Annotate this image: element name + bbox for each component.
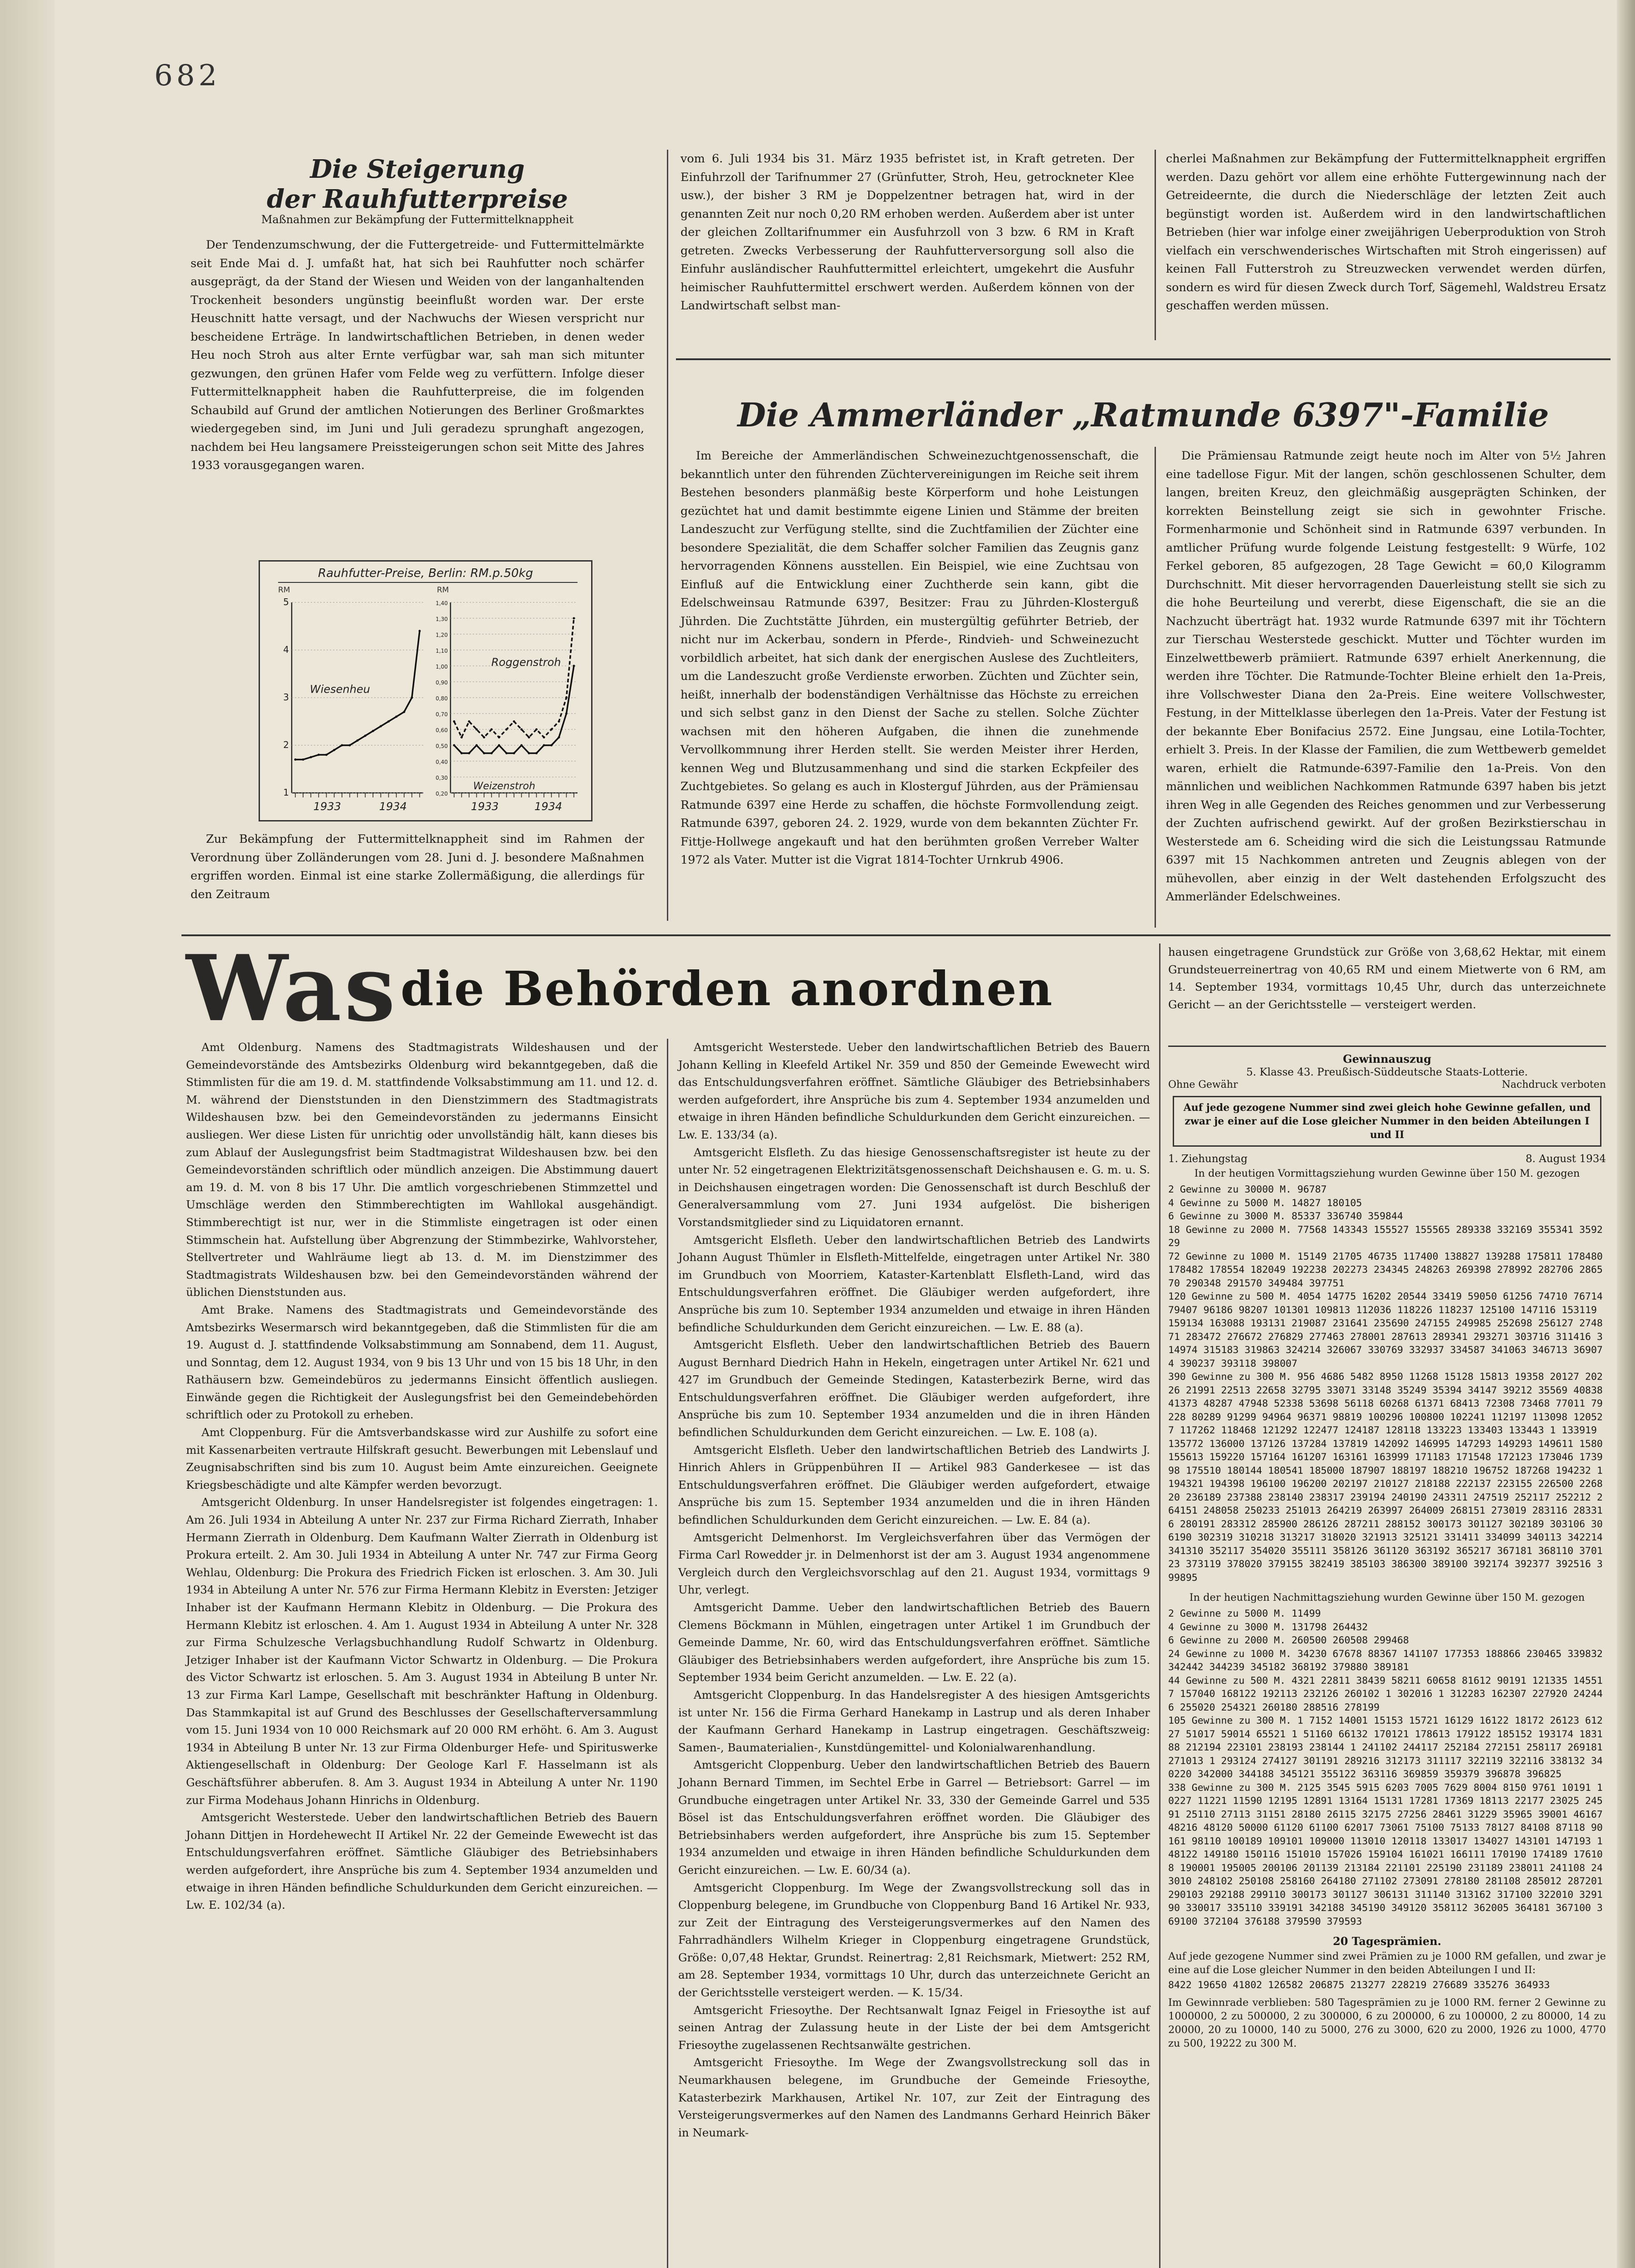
article3-column1 <box>186 1039 658 2268</box>
premium-heading: 20 Tagesprämien. <box>1333 1935 1441 1948</box>
chart-y-tick-label: 1 <box>283 787 289 798</box>
chart-y-tick-label: 1,30 <box>436 616 448 622</box>
afternoon-numbers: 2 Gewinne zu 5000 M. 11499 4 Gewinne zu 3000 M. 131798 264432 6 Gewinne zu 2000 M. 260500 260508 299468 24 Gewinne zu 1000 M. 34230 67678 88367 141107 177353 188866 230465 339832 342442 344239 345182 368192 379880 389181 44 Gewinne zu 500 M. 4321 22811 38439 58211 60658 81612 90191 121335 145517 157040 168122 192113 232126 260102 1 302016 1 312283 162307 227920 242446 255020 254321 260180 288516 278199 105 Gewinne zu 300 M. 1 7152 14001 15153 15721 16129 16122 18172 26123 61227 51017 59014 65521 1 51160 66132 170121 178613 179122 185152 193174 183188 212194 223101 238193 238144 1 241102 244117 252184 272151 258117 269181 271013 1 293124 274127 301191 289216 312173 311117 322119 322116 338132 340220 342000 344188 345121 355122 363116 369859 359379 396878 396825 338 Gewinne zu 300 M. 2125 3545 5915 6203 7005 7629 8004 8150 9761 10191 10227 11221 11590 12195 12891 13164 15131 17281 17369 18113 22177 23025 24591 25110 27113 31151 28180 26115 32175 27256 28461 31229 35965 39001 46167 48216 48120 50000 61120 61100 62017 73061 75100 75133 78127 84108 87118 90161 98110 100189 109101 109000 113010 120118 133017 134027 143101 147193 148122 149180 150116 151010 157026 159104 161021 166111 170190 174189 176108 190001 195005 200106 201139 213184 221101 225190 231189 238011 241108 243010 248102 250108 258160 264180 271102 273091 278180 281108 285012 287201 290103 292188 299110 300173 301127 306131 311140 313162 317100 322010 329190 330017 335110 339191 342188 345190 349120 358112 362005 364181 367100 369100 372104 376188 379590 379593 <box>1168 1608 1603 1927</box>
article3-paragraph: Amtsgericht Cloppenburg. Ueber den landwirtschaftlichen Betrieb des Bauern Johann Bernard Timmen, im Sechtel Erbe in Garrel — Betriebsort: Garrel — im Grundbuche eingetragen unter Artikel Nr. 33, 330 der Gemeinde Garrel und 535 Bösel ist das Entschuldungsverfahren eröffnet worden. Die Gläubiger des Betriebsinhabers werden aufgefordert, ihre Ansprüche bis zum 15. September 1934 anzumelden und etwaige in ihren Händen befindliche Schuldurkunden dem Gericht einzureichen. — Lw. E. 60/34 (a). <box>678 1758 1150 1877</box>
article3-paragraph: Amt Cloppenburg. Für die Amtsverbandskasse wird zur Aushilfe zu sofort eine mit Kassenarbeiten vertraute Hilfskraft gesucht. Bewerbungen mit Lebenslauf und Zeugnisabschriften sind bis zum 10. August beim Amte einzureichen. Geeignete Kriegsbeschädigte und alte Kämpfer werden bevorzugt. <box>186 1426 658 1491</box>
chart-point <box>364 735 367 737</box>
chart-y-unit: RM <box>278 586 290 595</box>
chart-point <box>505 752 508 754</box>
afternoon-intro: In der heutigen Nachmittagsziehung wurden Gewinne über 150 M. gezogen <box>1189 1592 1585 1603</box>
article1-paragraph: Zur Bekämpfung der Futtermittelknappheit sind im Rahmen der Verordnung über Zolländerungen vom 28. Juni d. J. besondere Maßnahmen ergriffen worden. Einmal ist eine starke Zollermäßigung, die allerdings für den Zeitraum <box>191 832 644 901</box>
chart-point <box>403 711 405 713</box>
column-divider <box>667 1039 668 2268</box>
article1-title-line1: Die Steigerung <box>310 154 525 184</box>
morning-intro: In der heutigen Vormittagsziehung wurden Gewinne über 150 M. gezogen <box>1194 1168 1580 1179</box>
chart-y-tick-label: 2 <box>283 739 289 750</box>
chart-y-tick-label: 0,60 <box>436 727 448 733</box>
chart-y-tick-label: 1,40 <box>436 600 448 606</box>
article3-column1-text <box>186 1039 658 1914</box>
reprint-label: Nachdruck verboten <box>1502 1079 1606 1090</box>
chart-point <box>468 720 470 723</box>
chart-point <box>528 752 530 754</box>
chart-y-tick-label: 0,80 <box>436 695 448 702</box>
chart-point <box>535 752 538 754</box>
article1-title-line2: der Rauhfutterpreise <box>267 184 568 214</box>
chart-point <box>325 754 328 756</box>
article3-paragraph: hausen eingetragene Grundstück zur Größe von 3,68,62 Hektar, mit einem Grundsteuerreinertrag von 40,65 RM und einem Mietwerte von 6 RM, am 14. September 1934, vormittags 10,45 Uhr, durch das unterzeichnete Gericht — an der Gerichtsstelle — versteigert werden. <box>1168 945 1606 1011</box>
chart-point <box>565 713 568 715</box>
article1-paragraph: cherlei Maßnahmen zur Bekämpfung der Futtermittelknappheit ergriffen werden. Dazu gehört vor allem eine erhöhte Futtergewinnung nach der Getreideernte, die durch die Niederschläge der letzten Zeit auch begünstigt worden ist. Außerdem wird in den landwirtschaftlichen Betrieben (hier war infolge einer zweijährigen Ueberproduktion von Stroh vielfach ein verschwenderisches Wirtschaften mit Stroh eingerissen) auf keinen Fall Futterstroh zu Streuzwecken verwendet werden dürfen, sondern es wird für diesen Zweck durch Torf, Sägemehl, Waldstreu Ersatz geschaffen werden müssen. <box>1166 152 1606 313</box>
article1-body-part4 <box>1166 150 1606 340</box>
chart-point <box>535 728 538 731</box>
chart-point <box>498 744 500 747</box>
article2-title: Die Ammerländer „Ratmunde 6397"-Familie <box>737 396 1549 434</box>
article3-paragraph: Amtsgericht Elsfleth. Ueber den landwirtschaftlichen Betrieb des Landwirts J. Hinrich Ahlers in Grüppenbühren II — Artikel 983 Ganderkesee — ist das Entschuldungsverfahren eröffnet. Die Gläubiger werden aufgefordert, etwaige Ansprüche bis zum 15. September 1934 anzumelden und die in ihren Händen befindlichen Schuldurkunden dem Gericht einzureichen. — Lw. E. 84 (a). <box>678 1443 1150 1527</box>
chart-series-label: Roggenstroh <box>491 656 561 669</box>
article1-paragraph: vom 6. Juli 1934 bis 31. März 1935 befristet ist, in Kraft getreten. Der Einfuhrzoll der Tarifnummer 27 (Grünfutter, Stroh, Heu, getrockneter Klee usw.), der bisher 3 RM je Doppelzentner betragen hat, wird in der genannten Zeit nur noch 0,20 RM erhoben werden. Außerdem aber ist unter der gleichen Zolltarifnummer ein Ausfuhrzoll von 3 bzw. 6 RM in Kraft getreten. Zwecks Verbesserung der Rauhfutterversorgung soll also die Einfuhr ausländischer Rauhfuttermittel erleichtert, umgekehrt die Ausfuhr heimischer Rauhfuttermittel erschwert werden. Außerdem können von der Landwirtschaft selbst man- <box>680 152 1134 313</box>
lottery-results <box>1168 1052 1606 2268</box>
chart-point <box>475 744 478 747</box>
draw-day: 1. Ziehungstag <box>1168 1153 1248 1165</box>
chart-svg <box>260 562 591 820</box>
chart-y-tick-label: 3 <box>283 692 289 703</box>
chart-y-tick-label: 0,40 <box>436 759 448 765</box>
chart-point <box>513 752 515 754</box>
article3-paragraph: Amtsgericht Cloppenburg. Im Wege der Zwangsvollstreckung soll das in Cloppenburg belegene, im Grundbuche von Cloppenburg Band 16 Artikel Nr. 933, zur Zeit der Eintragung des Versteigerungsvermerkes auf den Namen des Fahrradhändlers Wilhelm Krieger in Cloppenburg eingetragene Grundstück, Größe: 0,07,48 Hektar, Grundst. Reinertrag: 2,81 Reichsmark, Mietwert: 252 RM, am 28. September 1934, vormittags 10 Uhr, durch das unterzeichnete Gericht an der Gerichtsstelle versteigert werden. — K. 15/34. <box>678 1881 1150 1999</box>
chart-x-label: 1934 <box>379 800 407 813</box>
chart-point <box>520 728 523 731</box>
chart-point <box>483 752 485 754</box>
article3-paragraph: Amtsgericht Elsfleth. Zu das hiesige Genossenschaftsregister ist heute zu der unter Nr. 52 eingetragenen Elektrizitätsgenossenschaft Deichshausen e. G. m. u. S. in Deichshausen eingetragen worden: Die Genossenschaft ist durch Beschluß der Generalversammlung vom 27. Juni 1934 aufgelöst. Die bisherigen Vorstandsmitglieder sind zu Liquidatoren ernannt. <box>678 1145 1150 1229</box>
chart-point <box>573 665 575 667</box>
chart-y-tick-label: 1,10 <box>436 648 448 654</box>
article3-column2-text <box>678 1039 1150 2141</box>
chart-x-label: 1934 <box>534 800 563 813</box>
draw-day-row <box>1168 1153 1606 1165</box>
chart-point <box>318 754 320 756</box>
chart-point <box>411 697 413 699</box>
article3-column3-top <box>1168 943 1606 1061</box>
morning-numbers: 2 Gewinne zu 30000 M. 96787 4 Gewinne zu 5000 M. 14827 180105 6 Gewinne zu 3000 M. 85337 336740 359844 18 Gewinne zu 2000 M. 77568 143343 155527 155565 289338 332169 355341 359229 72 Gewinne zu 1000 M. 15149 21705 46735 117400 138827 139288 175811 178480 178482 178554 182049 192238 202273 234345 248263 269398 278992 282706 286570 290348 291570 349484 397751 120 Gewinne zu 500 M. 4054 14775 16202 20544 33419 59050 61256 74710 76714 79407 96186 98207 101301 109813 112036 118226 118237 125100 147116 153119 159134 163088 193131 219087 231641 235690 247155 249985 252698 256127 274871 283472 276672 276829 277463 278001 287613 289341 293271 303716 311416 314974 315183 319863 324214 326067 330769 332937 334587 341063 346713 369074 390237 393118 398007 390 Gewinne zu 300 M. 956 4686 5482 8950 11268 15128 15813 19358 20127 20226 21991 22513 22658 32795 33071 33148 35249 35394 34147 39212 35569 40838 41373 48287 47948 52338 53698 56118 60268 61371 68413 72308 73468 77011 79228 80289 91299 94964 96371 98819 100296 100800 102241 112197 113098 120527 117262 118468 121292 122477 124187 128118 133223 133403 133443 1 133919 135772 136000 137126 137284 137819 142092 146995 147293 149293 149611 1580 155613 159220 157164 161207 163161 163999 171183 171548 172123 173046 173998 175510 180144 180541 185000 187907 188197 188210 196752 187268 194232 1 194321 194398 196100 196200 202197 210127 218188 222137 223155 226500 226820 236189 237388 238140 238317 239194 240190 243311 247519 252117 252212 264151 248058 250233 251013 264219 263997 264009 268151 273019 283116 283316 280191 283312 285900 286126 287211 288152 300173 301127 302189 303106 306190 302319 310218 313217 318020 321913 325121 331411 334099 340113 342214 341310 352117 354020 355111 358126 361120 363192 365217 367181 368110 370123 373119 378020 379155 382419 385103 386300 389100 392174 392377 392516 399895 <box>1168 1184 1603 1584</box>
article3-paragraph: Amtsgericht Damme. Ueber den landwirtschaftlichen Betrieb des Bauern Clemens Böckmann in Mühlen, eingetragen unter Artikel 1 im Grundbuch der Gemeinde Damme, Nr. 60, wird das Entschuldungsverfahren eröffnet. Sämtliche Gläubiger des Betriebsinhabers werden aufgefordert, ihre Ansprüche bis zum 15. September 1934 beim Gericht anzumelden. — Lw. E. 22 (a). <box>678 1601 1150 1684</box>
article3-paragraph: Amtsgericht Friesoythe. Der Rechtsanwalt Ignaz Feigel in Friesoythe ist auf seinen Antrag der Zulassung heute in der Liste der bei dem Amtsgericht Friesoythe zugelassenen Rechtsanwälte gestrichen. <box>678 2003 1150 2052</box>
article2-body-right <box>1166 447 1606 928</box>
article2-body-left <box>680 447 1139 928</box>
column-divider <box>1155 447 1156 928</box>
chart-y-tick-label: 0,30 <box>436 775 448 781</box>
chart-series-label: Weizenstroh <box>473 781 535 792</box>
article3-column2 <box>678 1039 1150 2268</box>
chart-point <box>380 725 382 728</box>
lottery-class-line: 5. Klasse 43. Preußisch-Süddeutsche Staats-Lotterie. <box>1246 1066 1528 1078</box>
article1-body-part2 <box>191 830 644 930</box>
article1-body-part1 <box>191 236 644 544</box>
article3-paragraph: Amtsgericht Delmenhorst. Im Vergleichsverfahren über das Vermögen der Firma Carl Rowedder jr. in Delmenhorst ist der am 3. August 1934 angenommene Vergleich durch den Vergleichsvorschlag auf den 21. August 1934, vormittags 9 Uhr, verlegt. <box>678 1530 1150 1597</box>
article3-paragraph: Amt Oldenburg. Namens des Stadtmagistrats Wildeshausen und der Gemeindevorstände des Amtsbezirks Oldenburg wird bekanntgegeben, daß die Stimmlisten für die am 19. d. M. stattfindende Volksabstimmung am 11. und 12. d. M. während der Dienststunden in den Dienstzimmern des Stadtmagistrats Wildeshausen bzw. bei den Gemeindevorständen zu jedermanns Einsicht ausliegen. Wer diese Listen für unrichtig oder unvollständig hält, kann dieses bis zum Ablauf der Auslegungsfrist beim Stadtmagistrat Wildeshausen bzw. bei den Gemeindevorständen schriftlich oder mündlich anzeigen. Die Abstimmung dauert am 19. d. M. von 8 bis 17 Uhr. Die amtlich vorgeschriebenen Stimmzettel und Umschläge werden den Stimmberechtigten im Wahllokal ausgehändigt. Stimmberechtigt ist nur, wer in die Stimmliste eingetragen ist oder einen Stimmschein hat. Aufstellung über Abgrenzung der Stimmbezirke, Wahlvorsteher, Stellvertreter und Wahlräume liegt ab 13. d. M. im Dienstzimmer des Stadtmagistrats Wildeshausen bzw. bei den Gemeindevorständen während der üblichen Dienststunden aus. <box>186 1041 658 1299</box>
lottery-notice-row <box>1168 1079 1606 1090</box>
chart-point <box>372 730 374 732</box>
article1-subtitle: Maßnahmen zur Bekämpfung der Futtermittelknappheit <box>261 213 574 226</box>
article3-paragraph: Amtsgericht Elsfleth. Ueber den landwirtschaftlichen Betrieb des Landwirts Johann August Thümler in Elsfleth-Mittelfelde, eingetragen unter Artikel Nr. 380 im Grundbuch von Moorriem, Kataster-Kartenblatt Elsfleth-Land, wird das Entschuldungsverfahren eröffnet. Die Gläubiger werden aufgefordert, ihre Ansprüche bis zum 10. September 1934 anzumelden und etwaige in ihren Händen befindliche Schuldurkunden dem Gericht einzureichen. — Lw. E. 88 (a). <box>678 1233 1150 1334</box>
article2-paragraph: Im Bereiche der Ammerländischen Schweinezuchtgenossenschaft, die bekanntlich unter den führenden Züchtervereinigungen im Reiche seit ihrem Bestehen besonders planmäßig beste Körperform und hohe Leistungen gezüchtet hat und damit bestimmte eigene Linien und Stämme der breiten Landeszucht zur Verfügung stellte, sind die Zuchtfamilien der Züchter eine besondere Spezialität, die dem Schaffer solcher Familien das Zeugnis ganz hervorragenden Könnens ausstellen. Ein Beispiel, wie eine Zuchtsau von Einfluß auf die Entwicklung einer Zuchtherde sein kann, gibt die Edelschweinsau Ratmunde 6397, Besitzer: Frau zu Jührden-Klosterguß Jührden. Die Zuchtstätte Jührden, ein mustergültig geführter Betrieb, der nicht nur im Ackerbau, sondern in Pferde-, Rindvieh- und Schweinezucht vorbildlich arbeitet, hat sich dank der energischen Auslese des Zuchtleiters, um die Landeszucht große Verdienste erworben. Züchten und Züchter sein, heißt, innerhalb der bodenständigen Verhältnisse das Höchste zu erreichen und sich selbst ganz in den Dienst der Sache zu stellen. Solche Züchter wachsen mit den höheren Aufgaben, die ihnen die zunehmende Vervollkommnung ihrer Herden stellt. Sie werden Meister ihrer Herden, kennen Weg und Blutzusammenhang und sind die starken Eckpfeiler des Zuchtgebietes. So gelang es auch in Klosterguf Jührden, aus der Prämiensau Ratmunde 6397 eine Herde zu schaffen, die höchste Formvollendung zeigt. Ratmunde 6397, geboren 24. 2. 1929, wurde von dem bekannten Züchter Fr. Fittje-Hollwege angekauft und hat den berühmten großen Verreber Walter 1972 als Vater. Mutter ist die Vigrat 1814-Tochter Urnkrub 4906. <box>680 449 1139 867</box>
chart-point <box>490 728 493 731</box>
chart-point <box>475 728 478 731</box>
chart-point <box>387 720 390 723</box>
chart-x-label: 1933 <box>471 800 499 813</box>
chart-series-label: Wiesenheu <box>310 683 370 696</box>
draw-date: 8. August 1934 <box>1525 1153 1606 1165</box>
chart-point <box>341 744 343 747</box>
chart-point <box>505 728 508 731</box>
chart-point <box>550 728 553 731</box>
article3-paragraph: Amtsgericht Westerstede. Ueber den landwirtschaftlichen Betrieb des Bauern Johann Dittjen in Hordehewecht II Artikel Nr. 22 der Gemeinde Ewewecht ist das Entschuldungsverfahren eröffnet. Sämtliche Gläubiger des Betriebsinhabers werden aufgefordert, ihre Ansprüche bis zum 4. September 1934 anzumelden und etwaige in ihren Händen befindliche Schuldurkunden dem Gericht einzureichen. — Lw. E. 102/34 (a). <box>186 1811 658 1912</box>
page-number: 682 <box>154 59 221 93</box>
chart-title: Rauhfutter-Preise, Berlin: RM.p.50kg <box>318 567 533 580</box>
chart-y-tick-label: 1,00 <box>436 664 448 670</box>
article3-paragraph: Amtsgericht Friesoythe. Im Wege der Zwangsvollstreckung soll das in Neumarkhausen belegene, im Grundbuche der Gemeinde Friesoythe, Katasterbezirk Markhausen, Artikel Nr. 107, zur Zeit der Eintragung des Versteigerungsvermerkes auf den Namen des Landmanns Gerhard Heinrich Bäker in Neumark- <box>678 2056 1150 2139</box>
article3-paragraph: Amt Brake. Namens des Stadtmagistrats und Gemeindevorstände des Amtsbezirks Wesermarsch wird bekanntgegeben, daß die Stimmlisten für die am 19. August d. J. stattfindende Volksabstimmung am Sonnabend, dem 11. August, und Sonntag, dem 12. August 1934, von 9 bis 13 Uhr und von 15 bis 18 Uhr, in den Rathäusern bzw. Gemeindebüros zu jedermanns Einsicht öffentlich ausliegen. Einwände gegen die Richtigkeit der Auslegungsfrist bei den Gemeindebehörden schriftlich oder zu Protokoll zu erheben. <box>186 1303 658 1422</box>
chart-point <box>294 758 297 761</box>
chart-point <box>550 744 553 747</box>
section-rule <box>676 358 1611 360</box>
page-right-edge <box>1617 0 1635 2268</box>
chart-point <box>498 736 500 738</box>
chart-point <box>543 736 545 738</box>
chart-point <box>348 744 351 747</box>
article1-title <box>191 154 644 214</box>
article3-title <box>186 935 1148 1042</box>
premium-numbers: 8422 19650 41802 126582 206875 213277 228219 276689 335276 364933 <box>1168 1980 1550 1991</box>
chart-point <box>558 736 560 738</box>
chart-point <box>573 617 575 620</box>
chart-y-unit: RM <box>437 586 449 595</box>
chart-y-tick-label: 4 <box>283 644 289 655</box>
rauhfutter-price-chart <box>259 560 592 821</box>
chart-point <box>310 756 312 758</box>
section-rule <box>1168 1046 1606 1047</box>
chart-point <box>483 736 485 738</box>
article3-paragraph: Amtsgericht Elsfleth. Ueber den landwirtschaftlichen Betrieb des Bauern August Bernhard Diedrich Hahn in Hekeln, eingetragen unter Artikel Nr. 621 und 427 im Grundbuch der Gemeinde Stedingen, Katasterbezirk Berne, wird das Entschuldungsverfahren eröffnet. Die Gläubiger werden aufgefordert, ihre Ansprüche bis zum 10. September 1934 anzumelden und die in ihren Händen befindlichen Schuldurkunden dem Gericht einzureichen. — Lw. E. 108 (a). <box>678 1338 1150 1439</box>
lottery-heading: Gewinnauszug <box>1343 1052 1431 1066</box>
remaining-prizes: Im Gewinnrade verblieben: 580 Tagesprämien zu je 1000 RM. ferner 2 Gewinne zu 1000000, 2 zu 500000, 2 zu 300000, 6 zu 200000, 6 zu 100000, 2 zu 80000, 14 zu 20000, 20 zu 10000, 140 zu 5000, 276 zu 3000, 620 zu 2000, 1926 zu 1000, 4770 zu 500, 19222 zu 300 M. <box>1168 1996 1606 2049</box>
column-divider <box>1155 150 1156 340</box>
no-guarantee-label: Ohne Gewähr <box>1168 1079 1238 1090</box>
chart-point <box>453 720 455 723</box>
chart-point <box>528 736 530 738</box>
article1-body-part3 <box>680 150 1134 340</box>
column-divider <box>667 150 668 921</box>
chart-point <box>513 720 515 723</box>
column-divider <box>1159 943 1160 2268</box>
chart-x-label: 1933 <box>313 800 341 813</box>
article3-title-word: Was <box>186 935 398 1042</box>
chart-y-tick-label: 0,50 <box>436 743 448 749</box>
article2-paragraph: Die Prämiensau Ratmunde zeigt heute noch im Alter von 5½ Jahren eine tadellose Figur. Mit der langen, schön geschlossenen Schulter, dem langen, breiten Kreuz, den gleichmäßig ausgeprägten Schinken, der korrekten Beinstellung zeigt sie sich in gewohnter Frische. Formenharmonie und Schönheit sind in Ratmunde 6397 verbunden. In amtlicher Prüfung wurde folgende Leistung festgestellt: 9 Würfe, 102 Ferkel geboren, 85 aufgezogen, 28 Tage Gewicht = 60,0 Kilogramm Durchschnitt. Mit dieser hervorragenden Dauerleistung stellt sie sich zu die hohe Beurteilung und vererbt, diese Eigenschaft, die sie an die Nachzucht überträgt hat. 1932 wurde Ratmunde 6397 mit ihr Töchtern zur Tierschau Westerstede geschickt. Mutter und Töchter wurden im Einzelwettbewerb prämiiert. Ratmunde 6397 erhielt Anerkennung, die werden ihre Töchter. Die Ratmunde-Tochter Bleine erhielt den 1a-Preis, ihre Vollschwester Diana den 2a-Preis. Eine weitere Vollschwester, Festung, in der Mittelklasse überlegen den 1a-Preis. Vater der Festung ist der bekannte Eber Bonifacius 2572. Eine Jungsau, eine Lotila-Tochter, erhielt 3. Preis. In der Klasse der Familien, die zum Wettbewerb gemeldet waren, erhielt die Ratmunde-6397-Familie den 1a-Preis. Von den männlichen und weiblichen Nachkommen Ratmunde 6397 haben bis jetzt ihren Weg in alle Gegenden des Reiches genommen und zur Verbesserung der Zuchten aufrischend gewirkt. Auf der großen Bezirkstierschau in Westerstede am 6. Scheiding wird die sich die Leistungssau Ratmunde 6397 mit 15 Nachkommen antreten und Zeugnis ablegen von der mühevollen, aber einzig in der Welt dastehenden Erfolgszucht des Ammerländer Edelschweines. <box>1166 449 1606 904</box>
chart-point <box>565 697 568 699</box>
chart-y-tick-label: 1,20 <box>436 632 448 638</box>
chart-point <box>558 720 560 723</box>
chart-point <box>419 630 421 632</box>
article3-paragraph: Amtsgericht Westerstede. Ueber den landwirtschaftlichen Betrieb des Bauern Johann Kelling in Kleefeld Artikel Nr. 359 und 850 der Gemeinde Ewewecht wird das Entschuldungsverfahren eröffnet. Sämtliche Gläubiger des Betriebsinhabers werden aufgefordert, ihre Ansprüche bis zum 4. September 1934 anzumelden und etwaige in ihren Händen befindliche Schuldurkunden dem Gericht einzureichen. — Lw. E. 133/34 (a). <box>678 1041 1150 1141</box>
premium-intro: Auf jede gezogene Nummer sind zwei Prämien zu je 1000 RM gefallen, und zwar je eine auf die Lose gleicher Nummer in den beiden Abteilungen I und II: <box>1168 1950 1606 1976</box>
chart-point <box>468 752 470 754</box>
article1-paragraph: Der Tendenzumschwung, der die Futtergetreide- und Futtermittelmärkte seit Ende Mai d. J. umfaßt hat, hat sich bei Rauhfutter noch schärfer ausgeprägt, da der Stand der Wiesen und Weiden von der langanhaltenden Trockenheit besonders ungünstig beeinflußt worden war. Der erste Heuschnitt hatte versagt, und der Nachwuchs der Wiesen verspricht nur bescheidene Erträge. In landwirtschaftlichen Betrieben, in denen weder Heu noch Stroh aus alter Ernte verfügbar war, sah man sich mitunter gezwungen, den grünen Hafer vom Felde weg zu verfüttern. Infolge dieser Futtermittelknappheit haben die Rauhfutterpreise, die im folgenden Schaubild auf Grund der amtlichen Notierungen des Berliner Großmarktes wiedergegeben sind, im Juni und Juli geradezu sprunghaft angezogen, nachdem bei Heu langsamere Preissteigerungen schon seit Mitte des Jahres 1933 vorausgegangen waren. <box>191 238 644 472</box>
weizenstroh-line <box>454 666 574 753</box>
chart-point <box>453 744 455 747</box>
chart-point <box>490 752 493 754</box>
chart-point <box>333 749 335 751</box>
chart-y-tick-label: 0,90 <box>436 679 448 686</box>
chart-point <box>357 739 359 742</box>
chart-point <box>460 736 463 738</box>
roggenstroh-line <box>454 618 574 738</box>
article3-title-rest: die Behörden anordnen <box>401 961 1054 1017</box>
article3-paragraph: Amtsgericht Cloppenburg. In das Handelsregister A des hiesigen Amtsgerichts ist unter Nr. 156 die Firma Gerhard Hanekamp in Lastrup und als deren Inhaber der Kaufmann Gerhard Hanekamp in Lastrup eingetragen. Geschäftszweig: Samen-, Baumaterialien-, Kunstdüngemittel- und Kolonialwarenhandlung. <box>678 1688 1150 1754</box>
chart-y-tick-label: 0,20 <box>436 791 448 797</box>
chart-y-tick-label: 0,70 <box>436 711 448 718</box>
page-binding-edge <box>0 0 54 2268</box>
chart-point <box>520 744 523 747</box>
chart-point <box>395 716 397 718</box>
lottery-info-box: Auf jede gezogene Nummer sind zwei gleich hohe Gewinne gefallen, und zwar je einer auf die Lose gleicher Nummer in den beiden Abteilungen I und II <box>1173 1096 1601 1147</box>
chart-point <box>302 758 304 761</box>
chart-point <box>460 752 463 754</box>
chart-point <box>543 744 545 747</box>
article3-paragraph: Amtsgericht Oldenburg. In unser Handelsregister ist folgendes eingetragen: 1. Am 26. Juli 1934 in Abteilung A unter Nr. 237 zur Firma Richard Zierrath, Inhaber Hermann Zierrath in Oldenburg. Dem Kaufmann Walter Zierrath in Oldenburg ist Prokura erteilt. 2. Am 30. Juli 1934 in Abteilung A unter Nr. 747 zur Firma Georg Wehlau, Oldenburg: Die Prokura des Friedrich Ficken ist erloschen. 3. Am 30. Juli 1934 in Abteilung A unter Nr. 576 zur Firma Hermann Klebitz in Eversten: Jetziger Inhaber ist der Kaufmann Hermann Klebitz in Oldenburg. — Die Prokura des Hermann Klebitz ist erloschen. 4. Am 1. August 1934 in Abteilung A unter Nr. 328 zur Firma Schulzesche Verlagsbuchhandlung Rudolf Schwartz in Oldenburg. Jetziger Inhaber ist der Kaufmann Victor Schwartz in Oldenburg. — Die Prokura des Victor Schwartz ist erloschen. 5. Am 3. August 1934 in Abteilung B unter Nr. 13 zur Firma Karl Lampe, Gesellschaft mit beschränkter Haftung in Oldenburg. Das Stammkapital ist auf Grund des Beschlusses der Gesellschafterversammlung vom 15. Juni 1934 von 10 000 Reichsmark auf 20 000 RM erhöht. 6. Am 3. August 1934 in Abteilung B unter Nr. 13 zur Firma Oldenburger Hefe- und Spirituswerke Aktiengesellschaft in Oldenburg: Der Geologe Karl F. Hasselmann ist als Geschäftsführer abberufen. 8. Am 3. August 1934 in Abteilung A unter Nr. 1190 zur Firma Modehaus Johann Hinrichs in Oldenburg. <box>186 1496 658 1807</box>
chart-y-tick-label: 5 <box>283 596 289 607</box>
